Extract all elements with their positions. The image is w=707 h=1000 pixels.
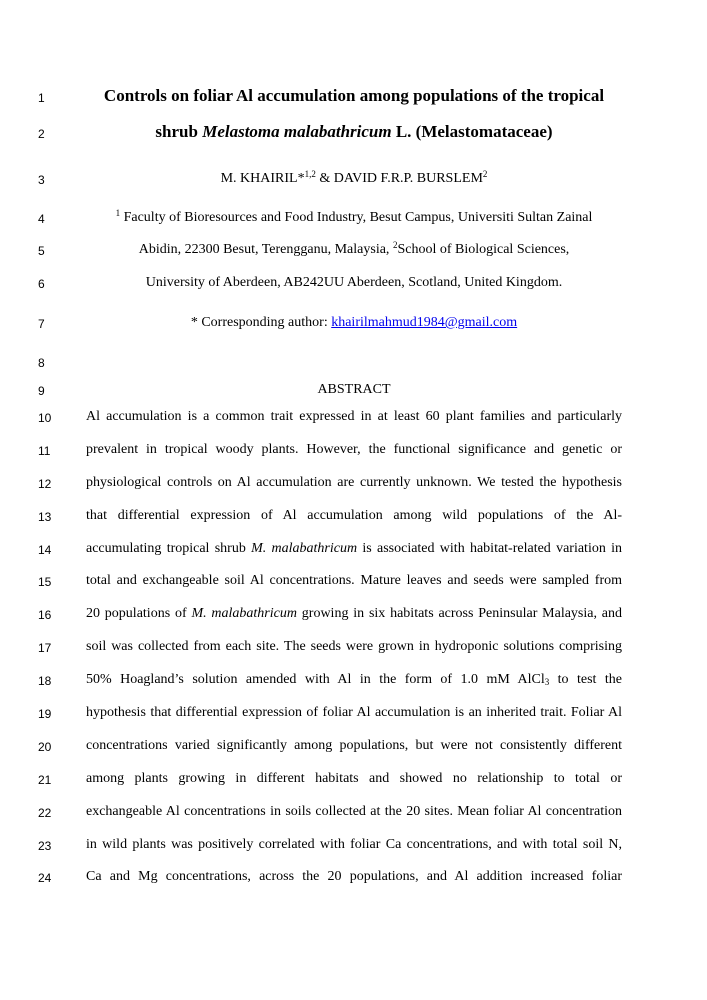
- line-number: 4: [38, 212, 45, 226]
- line-number: 16: [38, 608, 52, 622]
- title-species: Melastoma malabathricum: [202, 122, 392, 141]
- affiliation-line-1: [86, 208, 622, 228]
- author-line: [86, 169, 622, 189]
- line-number: 10: [38, 411, 52, 425]
- line-number: 8: [38, 356, 45, 370]
- line-number: 21: [38, 773, 52, 787]
- abstract-line: among plants growing in different habitats and showed no relationship to total or: [86, 771, 622, 786]
- author-affiliation-marker: 2: [482, 169, 488, 179]
- abstract-heading: ABSTRACT: [317, 382, 391, 397]
- affiliation-text: Abidin, 22300 Besut, Terengganu, Malaysia,: [138, 242, 393, 257]
- affiliation-line-2: [86, 240, 622, 260]
- abstract-line: [86, 539, 622, 559]
- line-number: 7: [38, 317, 45, 331]
- abstract-line: hypothesis that differential expression of foliar Al accumulation is an inherited trait. Foliar Al: [86, 705, 622, 720]
- line-number: 12: [38, 477, 52, 491]
- line-number: 23: [38, 839, 52, 853]
- abstract-text: 20 populations of: [86, 606, 192, 621]
- email-link[interactable]: khairilmahmud1984@gmail.com: [331, 315, 518, 330]
- corresponding-label: * Corresponding author:: [190, 315, 332, 330]
- line-number: 18: [38, 674, 52, 688]
- abstract-line: soil was collected from each site. The seeds were grown in hydroponic solutions comprising: [86, 639, 622, 654]
- line-number: 2: [38, 127, 45, 141]
- author-affiliation-marker: 1,2: [304, 169, 316, 179]
- abstract-line: exchangeable Al concentrations in soils collected at the 20 sites. Mean foliar Al concentration: [86, 804, 622, 819]
- affiliation-marker: 2: [392, 240, 398, 250]
- line-number: 6: [38, 277, 45, 291]
- abstract-text: is associated with habitat-related variation in: [357, 541, 622, 556]
- paper-title-line-1: Controls on foliar Al accumulation among populations of the tropical: [103, 86, 605, 105]
- abstract-line: physiological controls on Al accumulation are currently unknown. We tested the hypothesis: [86, 475, 622, 490]
- affiliation-text: Faculty of Bioresources and Food Industry, Besut Campus, Universiti Sultan Zainal: [120, 210, 593, 225]
- corresponding-author: [86, 313, 622, 333]
- line-number: 9: [38, 384, 45, 398]
- affiliation-marker: 1: [115, 208, 121, 218]
- abstract-line: Al accumulation is a common trait expressed in at least 60 plant families and particularly: [86, 409, 622, 424]
- line-number: 3: [38, 173, 45, 187]
- abstract-line: in wild plants was positively correlated with foliar Ca concentrations, and with total soil N,: [86, 837, 622, 852]
- line-number: 19: [38, 707, 52, 721]
- paper-title-line-2: [86, 122, 622, 142]
- title-text: shrub: [155, 122, 203, 141]
- abstract-text: to test the: [549, 672, 622, 687]
- affiliation-text: School of Biological Sciences,: [397, 242, 570, 257]
- abstract-line: [86, 670, 622, 690]
- species-name: M. malabathricum: [191, 606, 297, 621]
- abstract-text: accumulating tropical shrub: [86, 541, 252, 556]
- line-number: 24: [38, 871, 52, 885]
- line-number: 22: [38, 806, 52, 820]
- abstract-line: that differential expression of Al accumulation among wild populations of the Al-: [86, 508, 622, 523]
- author-name: & DAVID F.R.P. BURSLEM: [315, 171, 483, 186]
- species-name: M. malabathricum: [251, 541, 358, 556]
- line-number: 15: [38, 575, 52, 589]
- abstract-text: growing in six habitats across Peninsular Malaysia, and: [296, 606, 623, 621]
- abstract-line: concentrations varied significantly among populations, but were not consistently different: [86, 738, 622, 753]
- line-number: 1: [38, 91, 45, 105]
- affiliation-line-3: University of Aberdeen, AB242UU Aberdeen, Scotland, United Kingdom.: [145, 275, 563, 290]
- abstract-line: Ca and Mg concentrations, across the 20 populations, and Al addition increased foliar: [86, 869, 622, 884]
- abstract-text: 50% Hoagland’s solution amended with Al in the form of 1.0 mM AlCl: [86, 672, 545, 687]
- line-number: 14: [38, 543, 52, 557]
- chemical-subscript: 3: [544, 677, 550, 687]
- line-number: 13: [38, 510, 52, 524]
- abstract-line: [86, 604, 622, 624]
- line-number: 20: [38, 740, 52, 754]
- line-number: 5: [38, 244, 45, 258]
- line-number: 11: [38, 444, 51, 458]
- line-number: 17: [38, 641, 52, 655]
- abstract-line: total and exchangeable soil Al concentrations. Mature leaves and seeds were sampled from: [86, 573, 622, 588]
- abstract-line: prevalent in tropical woody plants. However, the functional significance and genetic or: [86, 442, 622, 457]
- author-name: M. KHAIRIL*: [220, 171, 305, 186]
- title-text: L. (Melastomataceae): [391, 122, 553, 141]
